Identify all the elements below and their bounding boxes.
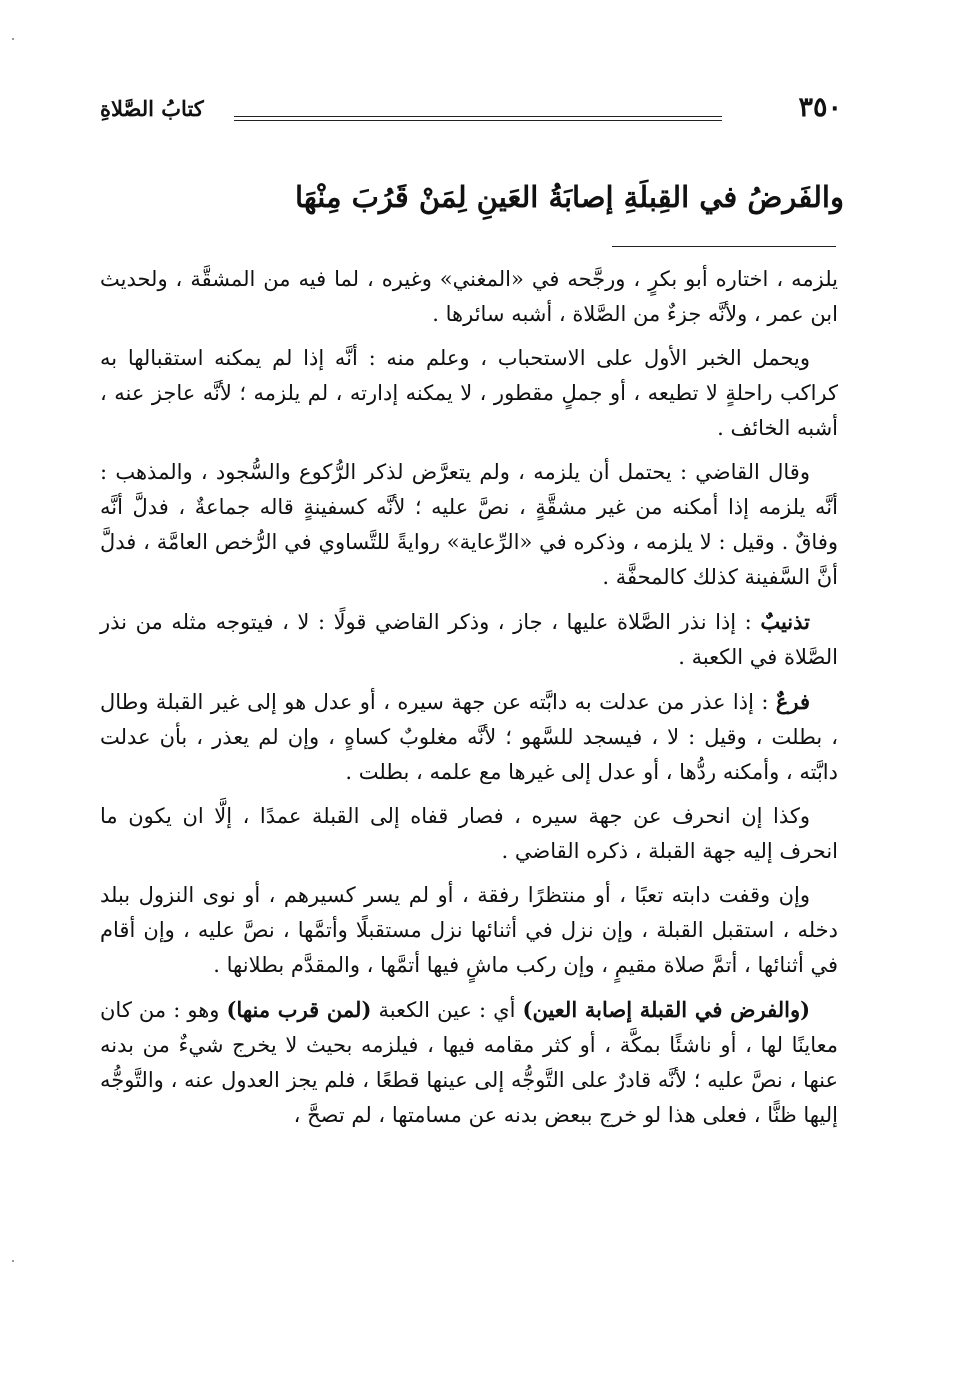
page-number: ٣٥٠ (798, 92, 842, 123)
paragraph-text: وهو : من كان معاينًا لها ، أو ناشئًا بمكَّة ، أو كثر مقامه فيها ، فيلزمه بحيث لا يخرج شيءٌ من بدنه عنها ، نصَّ عليه ؛ لأنَّه قادرٌ على التَّوجُّه إلى عينها قطعًا ، فلم يجز العدول عنه ، والتَّوجُّه إليها ظنًّا ، فعلى هذا لو خرج ببعض بدنه عن مسامتها ، لم تصحَّ ، (100, 998, 838, 1127)
paragraph (100, 262, 838, 332)
paragraph-text: : إذا نذر الصَّلاة عليها ، جاز ، وذكر القاضي قولًا : لا ، فيتوجه مثله من نذر الصَّلاة في الكعبة . (100, 610, 838, 669)
paragraph (100, 684, 838, 790)
paragraph (100, 992, 838, 1133)
page-header (100, 92, 842, 132)
matn-heading: والفَرضُ في القِبلَةِ إصابَةُ العَينِ لِمَنْ قَرُبَ مِنْهَا (295, 180, 844, 214)
matn-rule (612, 246, 836, 247)
matn-quote: (لمن قرب منها) (226, 997, 372, 1022)
paragraph (100, 878, 838, 983)
running-title: كتابُ الصَّلاةِ (100, 96, 204, 121)
paragraph-text: يلزمه ، اختاره أبو بكرٍ ، ورجَّحه في «المغني» وغيره ، لما فيه من المشقَّة ، ولحديث ابن عمر ، ولأنَّه جزءٌ من الصَّلاة ، أشبه سائرها . (100, 267, 838, 326)
scan-mark (12, 1260, 14, 1262)
paragraph-lead: فرعٌ (775, 689, 810, 714)
commentary-body (100, 262, 838, 1142)
paragraph-text: أي : عين الكعبة (371, 998, 523, 1022)
paragraph-text: وكذا إن انحرف عن جهة سيره ، فصار قفاه إلى القبلة عمدًا ، إلَّا ان يكون ما انحرف إليه جهة القبلة ، ذكره القاضي . (100, 804, 838, 863)
scan-mark (12, 38, 14, 40)
paragraph-text: وقال القاضي : يحتمل أن يلزمه ، ولم يتعرَّض لذكر الرُّكوع والسُّجود ، والمذهب : أنَّه يلزمه إذا أمكنه من غير مشقَّةٍ ، نصَّ عليه ؛ لأنَّه كسفينةٍ قاله جماعةٌ ، فدلَّ أنَّه وفاقٌ . وقيل : لا يلزمه ، وذكره في «الرِّعاية» روايةً للتَّساوي في الرُّخص العامَّة ، فدلَّ أنَّ السَّفينة كذلك كالمحفَّة . (100, 460, 838, 589)
paragraph (100, 604, 838, 675)
paragraph (100, 341, 838, 446)
paragraph-text: وإن وقفت دابته تعبًا ، أو منتظرًا رفقة ، أو لم يسر كسيرهم ، أو نوى النزول ببلد دخله ، استقبل القبلة ، وإن نزل في أثنائها نزل مستقبلًا وأتمَّها ، نصَّ عليه ، وإن أقام في أثنائها ، أتمَّ صلاة مقيمٍ ، وإن ركب ماشٍ فيها أتمَّها ، والمقدَّم بطلانها . (100, 883, 838, 977)
header-rule (234, 116, 722, 117)
paragraph (100, 455, 838, 595)
paragraph-lead: تذنيبٌ (760, 609, 810, 634)
paragraph-text: : إذا عذر من عدلت به دابَّته عن جهة سيره ، أو عدل هو إلى غير القبلة وطال ، بطلت ، وقيل : لا ، فيسجد للسَّهو ؛ لأنَّه مغلوبٌ كساهٍ ، وإن لم يعذر ، بأن عدلت دابَّته ، وأمكنه ردُّها ، أو عدل إلى غيرها مع علمه ، بطلت . (100, 690, 838, 784)
matn-quote: (والفرض في القبلة إصابة العين) (522, 997, 811, 1022)
paragraph-text: ويحمل الخبر الأول على الاستحباب ، وعلم منه : أنَّه إذا لم يمكنه استقبالها به كراكب راحلةٍ لا تطيعه ، أو جملٍ مقطور ، لا يمكنه إدارته ، لم يلزمه ؛ لأنَّه عاجز عنه ، أشبه الخائف . (100, 346, 838, 440)
paragraph (100, 799, 838, 869)
